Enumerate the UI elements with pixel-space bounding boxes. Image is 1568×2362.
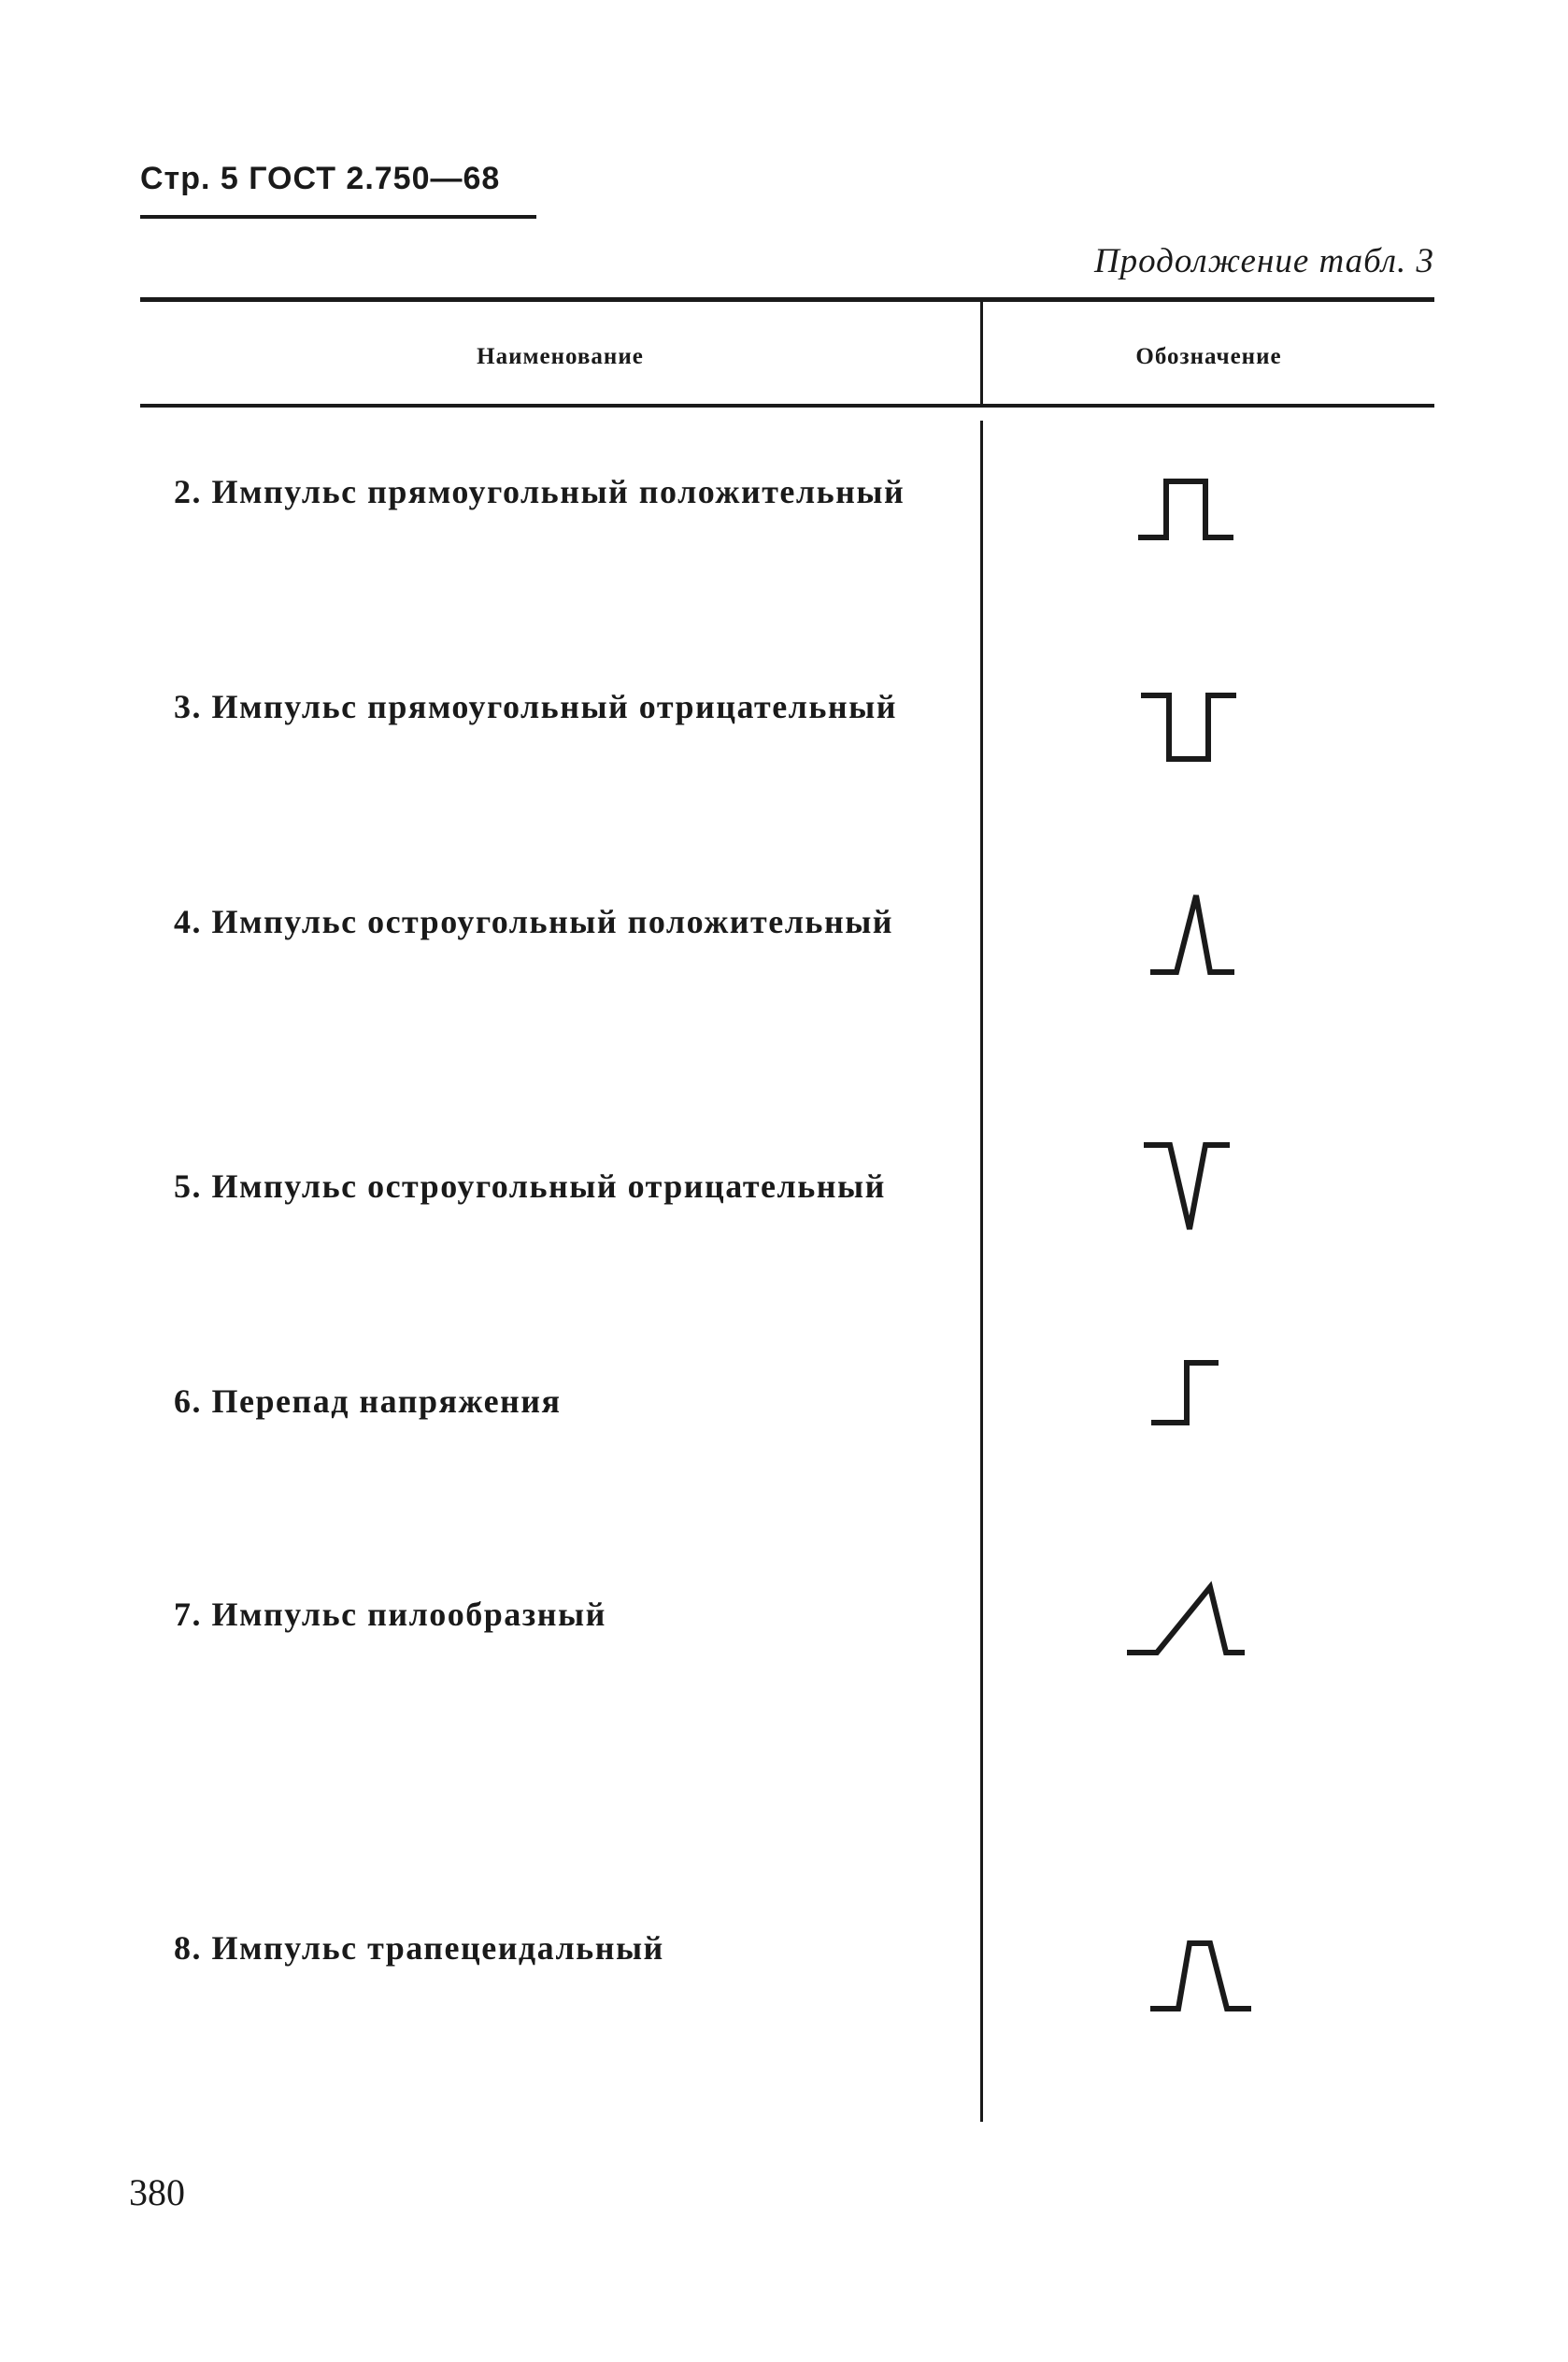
table-header-rule (140, 404, 1434, 408)
table-top-rule (140, 297, 1434, 302)
pulse-rect-negative-icon (1135, 684, 1243, 773)
table-row-label: 8. Импульс трапецеидальный (174, 1929, 664, 1967)
pulse-trapezoid-icon (1145, 1930, 1257, 2019)
pulse-sharp-positive-icon (1145, 886, 1247, 984)
voltage-step-icon (1147, 1353, 1232, 1433)
pulse-sawtooth-icon (1121, 1578, 1252, 1662)
table-row-label: 4. Импульс остроугольный положительный (174, 903, 894, 940)
pulse-rect-positive-icon (1131, 467, 1243, 551)
column-header-name: Наименование (477, 344, 644, 369)
column-header-symbol: Обозначение (1135, 344, 1282, 369)
table-row-label: 5. Импульс остроугольный отрицательный (174, 1167, 886, 1205)
page-reference: Стр. 5 ГОСТ 2.750—68 (140, 161, 501, 196)
column-divider-body (980, 421, 983, 2122)
table-row-label: 2. Импульс прямоугольный положительный (174, 473, 905, 510)
page-number: 380 (129, 2171, 185, 2213)
table-row-label: 7. Импульс пилообразный (174, 1596, 606, 1633)
table-row-label: 3. Импульс прямоугольный отрицательный (174, 688, 898, 725)
table-continuation-note: Продолжение табл. 3 (1093, 242, 1434, 280)
table-row-label: 6. Перепад напряжения (174, 1382, 562, 1420)
pulse-sharp-negative-icon (1138, 1136, 1241, 1238)
header-underline (140, 215, 536, 219)
